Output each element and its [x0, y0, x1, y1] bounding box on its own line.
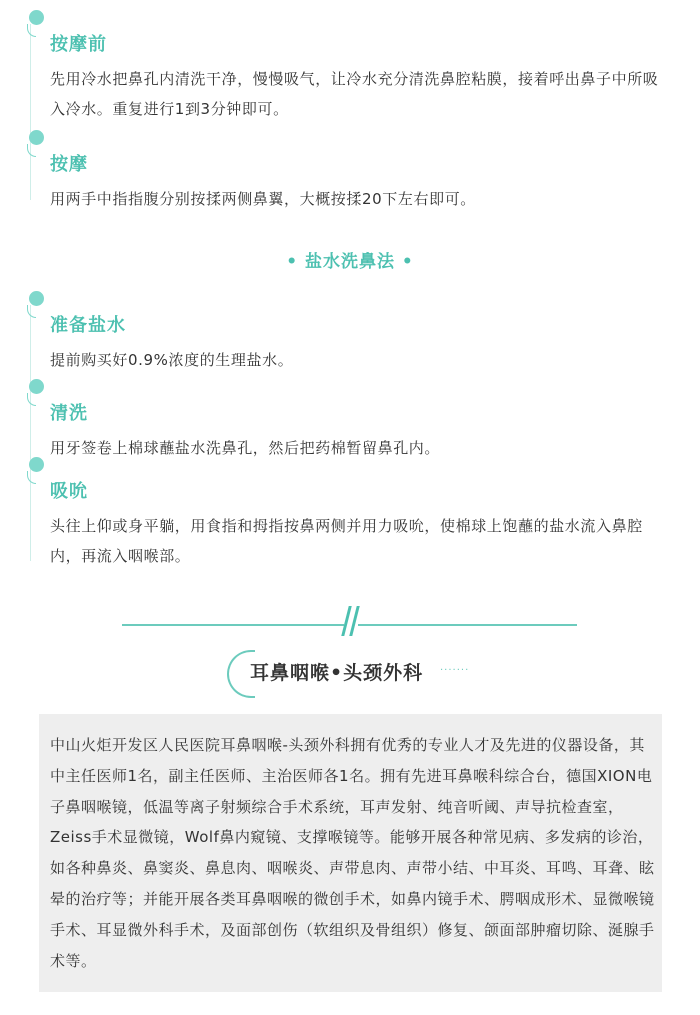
timeline-rail	[30, 24, 31, 200]
timeline-curve-icon	[27, 393, 36, 406]
timeline-dot-icon	[29, 379, 44, 394]
timeline-dot-icon	[29, 130, 44, 145]
step-title: 按摩前	[50, 34, 107, 55]
timeline-dot-icon	[29, 457, 44, 472]
divider-slash-icon	[349, 606, 359, 636]
timeline-rail	[30, 305, 31, 561]
divider-right	[358, 624, 577, 626]
step-text: 提前购买好0.9%浓度的生理盐水。	[50, 351, 294, 369]
timeline-curve-icon	[27, 144, 36, 157]
step-title: 吸吮	[50, 481, 88, 502]
department-intro-box	[39, 714, 662, 992]
step-text: 用两手中指指腹分别按揉两侧鼻翼，大概按揉20下左右即可。	[50, 190, 476, 208]
divider-left	[122, 624, 344, 626]
section-title-saline: • 盐水洗鼻法 •	[286, 252, 414, 272]
step-title: 按摩	[50, 154, 88, 175]
step-text: 先用冷水把鼻孔内清洗干净，慢慢吸气，让冷水充分清洗鼻腔粘膜，接着呼出鼻子中所吸入冷水。重复进行1到3分钟即可。	[50, 70, 659, 118]
timeline-curve-icon	[27, 471, 36, 484]
timeline-dot-icon	[29, 10, 44, 25]
timeline-curve-icon	[27, 24, 36, 37]
step-title: 准备盐水	[50, 315, 126, 336]
step-title: 清洗	[50, 403, 88, 424]
timeline-curve-icon	[27, 305, 36, 318]
department-title: 耳鼻咽喉•头颈外科	[250, 662, 424, 684]
department-description: 中山火炬开发区人民医院耳鼻咽喉-头颈外科拥有优秀的专业人才及先进的仪器设备，其中主任医师1名，副主任医师、主治医师各1名。拥有先进耳鼻喉科综合台，德国XION电子鼻咽喉镜，低温等离子射频综合手术系统，耳声发射、纯音听阈、声导抗检查室，Zeiss手术显微镜，Wolf鼻内窥镜、支撑喉镜等。能够开展各种常见病、多发病的诊治，如各种鼻炎、鼻窦炎、鼻息肉、咽喉炎、声带息肉、声带小结、中耳炎、耳鸣、耳聋、眩晕的治疗等；并能开展各类耳鼻咽喉的微创手术，如鼻内镜手术、腭咽成形术、显微喉镜手术、耳显微外科手术，及面部创伤（软组织及骨组织）修复、颌面部肿瘤切除、涎腺手术等。	[50, 736, 655, 970]
timeline-dot-icon	[29, 291, 44, 306]
step-text: 用牙签卷上棉球蘸盐水洗鼻孔，然后把药棉暂留鼻孔内。	[50, 439, 441, 457]
step-text: 头往上仰或身平躺，用食指和拇指按鼻两侧并用力吸吮，使棉球上饱蘸的盐水流入鼻腔内，再流入咽喉部。	[50, 517, 643, 565]
dotted-decoration-icon: ·······	[440, 665, 470, 676]
